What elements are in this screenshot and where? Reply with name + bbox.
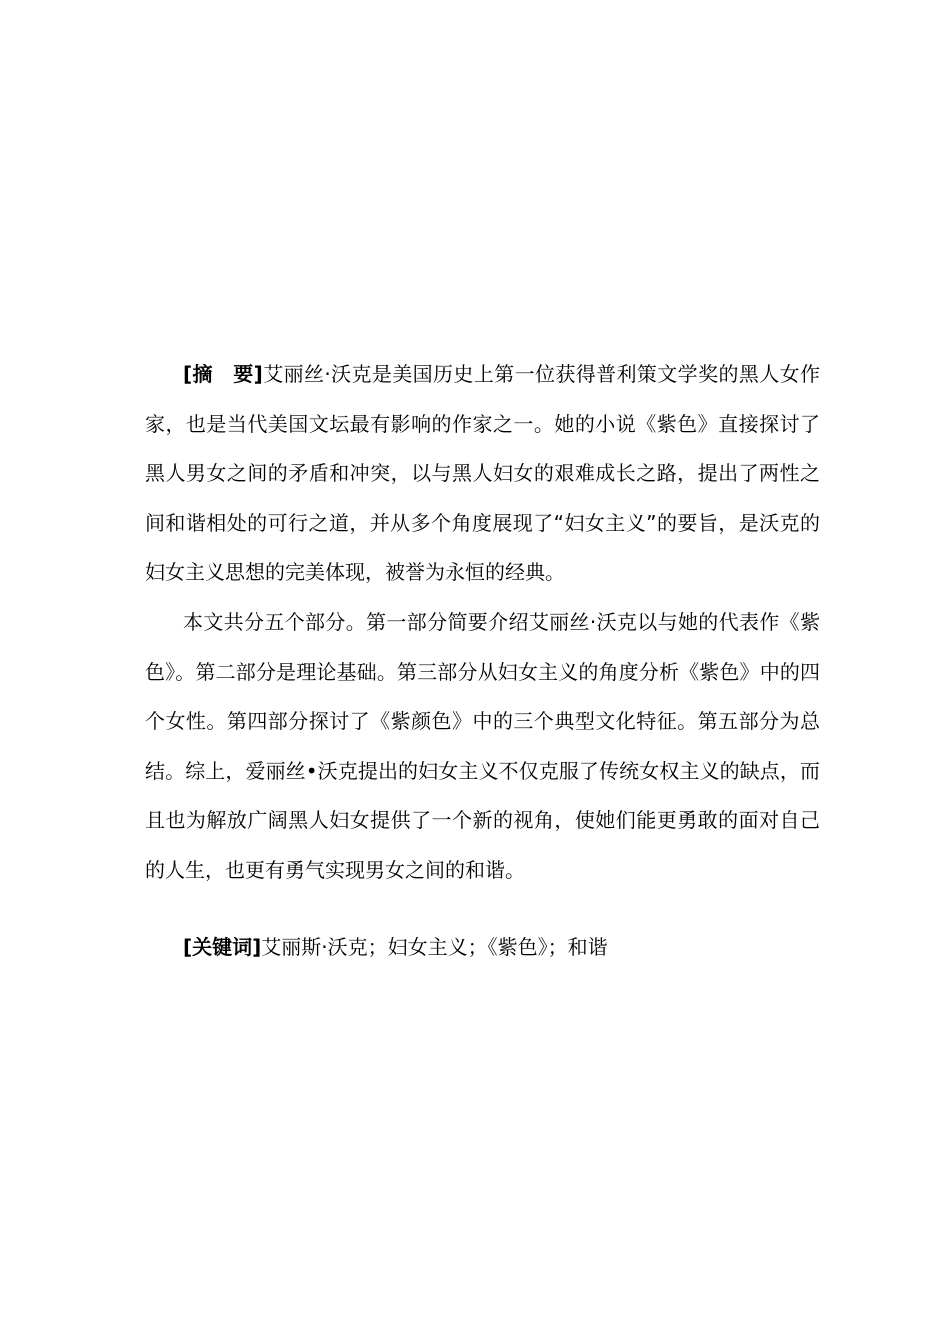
keywords-section xyxy=(145,923,820,973)
abstract-text: 艾丽丝·沃克是美国历史上第一位获得普利策文学奖的黑人女作家，也是当代美国文坛最有影响的作家之一。她的小说《紫色》直接探讨了黑人男女之间的矛盾和冲突，以与黑人妇女的艰难成长之路，提出了两性之间和谐相处的可行之道，并从多个角度展现了“妇女主义”的要旨，是沃克的妇女主义思想的完美体现，被誉为永恒的经典。 xyxy=(145,362,820,585)
abstract-section xyxy=(145,350,820,896)
keywords-paragraph xyxy=(145,923,820,973)
body-paragraph: 本文共分五个部分。第一部分简要介绍艾丽丝·沃克以与她的代表作《紫色》。第二部分是理论基础。第三部分从妇女主义的角度分析《紫色》中的四个女性。第四部分探讨了《紫颜色》中的三个典型文化特征。第五部分为总结。综上，爱丽丝•沃克提出的妇女主义不仅克服了传统女权主义的缺点，而且也为解放广阔黑人妇女提供了一个新的视角，使她们能更勇敢的面对自己的人生，也更有勇气实现男女之间的和谐。 xyxy=(145,609,820,882)
keywords-label: [关键词] xyxy=(183,935,262,959)
abstract-label: [摘 要] xyxy=(183,362,263,386)
keywords-text: 艾丽斯·沃克；妇女主义；《紫色》；和谐 xyxy=(261,935,608,959)
abstract-paragraph xyxy=(145,350,820,598)
